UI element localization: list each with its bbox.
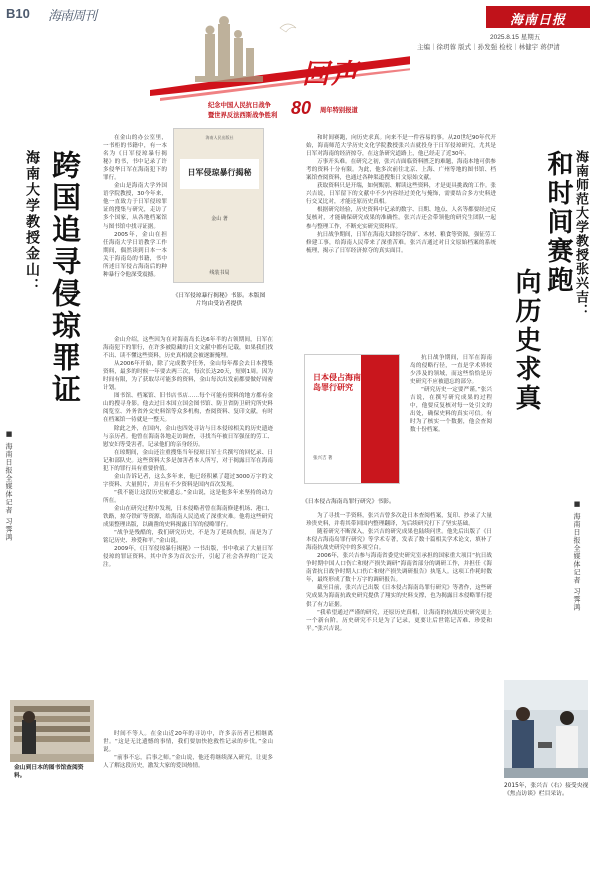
paragraph: 除此之外，在国内，金山也四处寻访与日本侵琼相关的历史遗迹与亲历者。他曾在海南各地走访调查，寻找当年被日军强征的劳工、慰安妇等受害者，记录他们的亲身经历。 bbox=[103, 425, 273, 448]
left-body-top bbox=[103, 134, 167, 330]
left-body-bottom bbox=[103, 730, 273, 860]
paragraph: “前事不忘，后事之师。”金山说，他还将继续深入研究，让更多人了解这段历史，激发大家的爱国热情。 bbox=[103, 755, 273, 770]
left-book-caption: 《日军侵琼暴行揭秘》书影。本版图片均由受访者提供 bbox=[172, 293, 266, 307]
banner-subtitle-line2: 暨世界反法西斯战争胜利 bbox=[208, 112, 278, 119]
anniversary-banner bbox=[150, 8, 410, 120]
right-photo-interview bbox=[504, 680, 588, 778]
right-headline-line2: 向历史求真 bbox=[511, 268, 541, 413]
paragraph: 和时间赛跑，向历史求真。向来不是一件容易的事。从20世纪90年代开始，海南师范大学历史文化学院教授张兴吉就投身于日军侵琼研究，尤其是日军对海南的经济掠夺，在这条研究道路上，他已经走了近30年。 bbox=[306, 135, 496, 158]
paragraph: 金山是海南大学外国语学院教授，30今年来，他一直致力于日军侵琼罪证的搜集与研究，走访了多个国家，从各地档案馆与图书馆中找寻证据。 bbox=[103, 183, 167, 230]
paragraph: 金山告诉记者，这么多年来，他已经积累了超过3000万字的文字资料、大量照片，并且有不少资料是国内首次发现。 bbox=[103, 473, 273, 488]
paragraph: 金山介绍，这些因为在对海南岛长达6年半的占领期间，日军在海南犯下的罪行，在许多被隐藏的日文文献中都有记载，如果我们找不出、读不懂这些资料，历史真相就会被逐渐掩埋。 bbox=[103, 337, 273, 360]
banner-art bbox=[150, 8, 410, 120]
paragraph: 金山在研究过程中发现，日本侵略者曾在海南修建机场、港口、铁路，掠夺铁矿等资源，给海南人民造成了深重灾难。他将这些研究成果整理出版，以确凿的史料揭露日军的侵略罪行。 bbox=[103, 505, 273, 529]
paragraph: 时间不等人。在金山近20年的寻访中，许多亲历者已相继离世。“这是无比遗憾的事情，我们要加快抢救性记录的步伐。”金山说。 bbox=[103, 731, 273, 754]
monument-statue-icon bbox=[195, 16, 263, 82]
editor-credits: 主编｜徐玥蓉 版式｜孙发强 检校｜林健宇 蒋伊清 bbox=[417, 43, 560, 51]
left-subheadline: 海南大学教授金山： bbox=[24, 150, 40, 294]
right-body-main bbox=[306, 512, 492, 862]
paragraph: “研究历史一定要严谨。”张兴吉说，在撰写研究成果的过程中，他要反复核对每一处引文的出处，确保史料的真实可信。有时为了核实一个数据，他会查阅数十份档案。 bbox=[410, 387, 492, 434]
masthead bbox=[0, 0, 595, 120]
paragraph: 获取资料只是开端，如何甄别、解读这些资料，才是更具挑战的工作。张兴吉说，日军留下的文献中不少内容经过美化与掩饰，需要结合多方史料进行交叉比对，才能还原历史真相。 bbox=[306, 183, 496, 206]
left-body-main bbox=[103, 336, 273, 726]
right-book-cover-image bbox=[304, 354, 400, 484]
paragraph: 2009年，《日军侵琼暴行揭秘》一书出版，书中收录了大量日军侵琼的罪证资料，其中许多为首次公开，引起了社会各界的广泛关注。 bbox=[103, 546, 273, 569]
book-publisher-label: 海南人民出版社 bbox=[205, 135, 234, 140]
left-headline: 跨国追寻侵琼罪证 bbox=[48, 150, 82, 406]
right-body-top bbox=[306, 134, 496, 350]
book-title: 日本侵占海南岛罪行研究 bbox=[313, 373, 361, 392]
red-swoosh bbox=[150, 56, 410, 96]
book-publisher: 线装书局 bbox=[209, 270, 230, 276]
right-photo-caption: 2015年，张兴吉（右）接受央视《焦点访谈》栏目采访。 bbox=[504, 783, 589, 797]
section-name: 海南周刊 bbox=[48, 9, 97, 24]
left-photo-caption: 金山到日本的图书馆查阅资料。 bbox=[14, 765, 84, 779]
page-number: B10 bbox=[6, 6, 30, 21]
book-red-band bbox=[361, 355, 400, 484]
book-author: 张兴吉 著 bbox=[313, 456, 333, 461]
paragraph: 图书馆、档案馆、旧书店书店……每个可能有资料的地方都有金山的搜寻身影。他去过日本国立国会图书馆、防卫省防卫研究所史料阅览室、外务省外交史料馆等众多机构，查阅资料、复印文献，有时在档案馆一待就是一整天。 bbox=[103, 393, 273, 424]
right-book-caption: 《日本侵占海南岛罪行研究》书影。 bbox=[302, 499, 395, 505]
paragraph: 根据研究经验，历史资料中记录的数字、日期、地点、人名等都要经过反复核对，才能确保研究成果的准确性。张兴吉还会带领他的研究生团队一起参与整理工作，不断充实研究资料库。 bbox=[306, 207, 496, 230]
paragraph: “战争是残酷的，我们研究历史，不是为了延续仇恨，而是为了铭记历史、珍爱和平。”金山说。 bbox=[103, 530, 273, 545]
right-subheadline: 海南师范大学教授张兴吉： bbox=[573, 150, 588, 318]
paragraph: 万事开头难。在研究之初，张兴吉面临资料匮乏的难题，海南本地可供参考的资料十分有限。为此，他多次前往北京、上海、广州等地的图书馆、档案馆查阅资料，也通过各种渠道搜集日文原始文献。 bbox=[306, 159, 496, 182]
banner-subtitle-line1: 纪念中国人民抗日战争 bbox=[208, 102, 271, 109]
newspaper-logo bbox=[486, 6, 590, 28]
paragraph: “我不能让这段历史被遗忘。”金山说，这是他多年来坚持的动力所在。 bbox=[103, 489, 273, 504]
left-book-cover-image bbox=[173, 128, 264, 283]
paragraph: 随着研究不断深入，张兴吉的研究成果也陆续问世。他先后出版了《日本侵占海南岛罪行研究》等学术专著，发表了数十篇相关学术论文，填补了海南抗战史研究中的多项空白。 bbox=[306, 529, 492, 552]
newspaper-name: 海南日报 bbox=[509, 13, 566, 28]
banner-special-label: 周年特别报道 bbox=[320, 107, 358, 114]
left-byline: ■ 海南日报全媒体记者 习霁鸿 bbox=[5, 430, 13, 542]
paragraph: 在琼期间，金山还注重搜集当年侵琼日军士兵撰写的回忆录、日记和部队史。这些资料大多是加害者本人所写，对于揭露日军在海南犯下的罪行具有重要价值。 bbox=[103, 449, 273, 472]
right-byline: ■ 海南日报全媒体记者 习霁鸿 bbox=[573, 500, 581, 612]
paragraph: “我希望通过严谨的研究，还原历史真相，让海南的抗战历史研究更上一个新台阶。历史研究不只是为了记录，更要让后世铭记苦难、珍爱和平。”张兴吉说。 bbox=[306, 609, 492, 632]
banner-anniversary-number: 80 bbox=[291, 98, 312, 118]
paragraph: 截至目前，张兴吉已出版《日本侵占海南岛罪行研究》等著作，这些研究成果为海南抗战史研究提供了翔实的史料支撑，也为揭露日本侵略罪行提供了有力证据。 bbox=[306, 585, 492, 608]
book-author: 金山 著 bbox=[211, 216, 228, 222]
dove-icon bbox=[280, 24, 296, 32]
paragraph: 2006年，张兴吉参与海南省委党史研究室承担的国家重大项目“抗日战争时期中国人口伤亡和财产损失调研”海南省部分的调研工作，并担任《海南省抗日战争时期人口伤亡和财产损失调研报告》执笔人。这项工作耗时数年，最终形成了数十万字的调研报告。 bbox=[306, 553, 492, 584]
book-title: 日军侵琼暴行揭秘 bbox=[187, 168, 252, 177]
paragraph: 抗日战争期间，日军在海南大肆掠夺铁矿、木材、粮食等资源，强征劳工修建工事，给海南人民带来了深重苦难。张兴吉通过对日文原始档案的系统梳理，揭示了日军经济掠夺的真实面目。 bbox=[306, 231, 496, 254]
interview-scene-icon bbox=[504, 680, 588, 778]
paragraph: 从2006年开始，除了完成教学任务，金山每年都会去日本搜集资料，最多的时候一年要去两三次，每次长达20天，短则1周。因为时间有限，为了获取尽可能多的资料，金山每次出发前都要做好周密计划。 bbox=[103, 361, 273, 392]
paragraph: 抗日战争期间，日军在海南岛的侵略行径，一直是学术界较少涉及的领域，而这些恰恰是历史研究不应被遗忘的部分。 bbox=[410, 355, 492, 386]
right-body-side bbox=[410, 354, 492, 514]
right-headline-line1: 和时间赛跑 bbox=[543, 150, 573, 295]
paragraph: 为了寻找一手资料，张兴吉曾多次赴日本查阅档案，复印、抄录了大量珍贵史料，并将其带回国内整理翻译，为后续研究打下了坚实基础。 bbox=[306, 513, 492, 528]
banner-title: 回声 bbox=[302, 59, 360, 90]
left-photo-library bbox=[10, 700, 94, 762]
issue-date: 2025.8.15 星期五 bbox=[490, 34, 541, 41]
paragraph: 在金山的办公室里，一书柜的书籍中，有一本名为《日军侵琼暴行揭秘》的书，书中记录了许多侵华日军在海南犯下的罪行。 bbox=[103, 135, 167, 182]
paragraph: 2005年，金山在担任海南大学日语教学工作期间，偶然读到日本一本关于海南岛的书籍，书中所述日军侵占海南后的种种暴行令他深受震撼。 bbox=[103, 231, 167, 278]
library-scene-icon bbox=[10, 700, 94, 762]
